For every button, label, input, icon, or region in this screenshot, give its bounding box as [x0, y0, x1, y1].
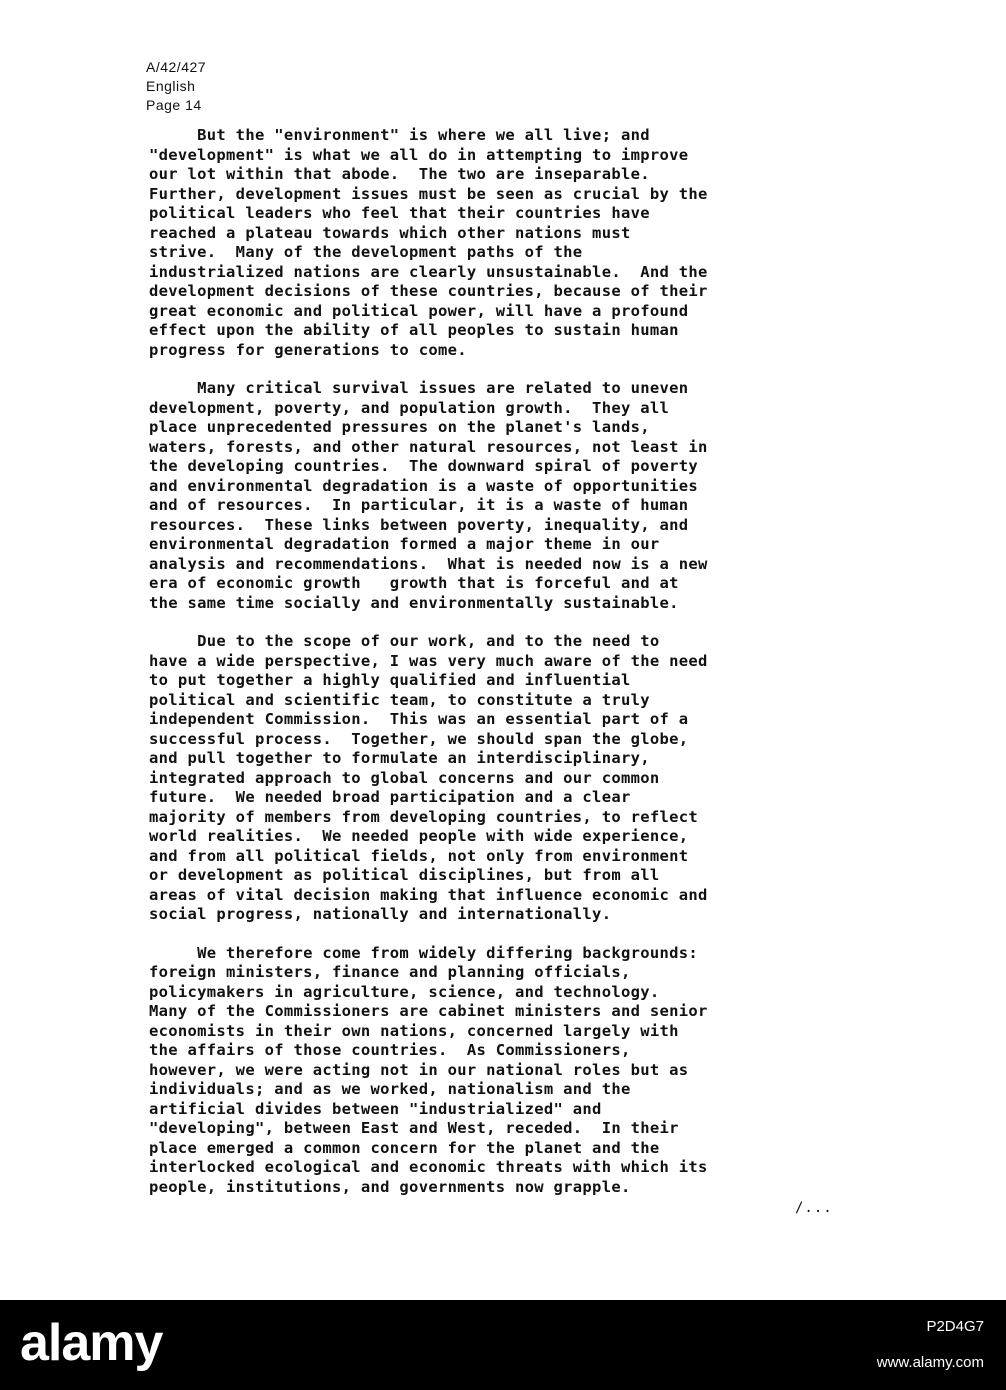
text-line: political leaders who feel that their countries have	[149, 204, 650, 222]
document-symbol: A/42/427	[146, 59, 207, 75]
text-line: Many critical survival issues are related to uneven	[149, 379, 689, 397]
text-line: integrated approach to global concerns and our common	[149, 768, 660, 787]
text-line: independent Commission. This was an essential part of a	[149, 710, 689, 728]
text-line: environmental degradation formed a major theme in our	[149, 535, 660, 553]
page-number: Page 14	[146, 97, 202, 113]
text-line: our lot within that abode. The two are inseparable.	[149, 165, 650, 183]
text-line: people, institutions, and governments now grapple.	[149, 1177, 631, 1196]
text-line: place emerged a common concern for the planet and the	[149, 1138, 660, 1157]
text-line: era of economic growth growth that is forceful and at	[149, 574, 679, 592]
text-line: foreign ministers, finance and planning officials,	[149, 963, 631, 981]
text-line: development decisions of these countries, because of their	[149, 282, 708, 300]
text-line: world realities. We needed people with wide experience,	[149, 827, 689, 845]
paragraph	[149, 944, 849, 1198]
text-line: and pull together to formulate an interdisciplinary,	[149, 749, 650, 767]
text-line: individuals; and as we worked, nationalism and the	[149, 1080, 631, 1098]
text-line: waters, forests, and other natural resources, not least in	[149, 437, 708, 456]
image-id: P2D4G7	[926, 1318, 984, 1335]
text-line: "developing", between East and West, receded. In their	[149, 1119, 679, 1137]
text-line: progress for generations to come.	[149, 340, 467, 359]
text-line: however, we were acting not in our national roles but as	[149, 1060, 689, 1079]
text-line: We therefore come from widely differing backgrounds:	[149, 943, 699, 962]
text-line: areas of vital decision making that influence economic and	[149, 885, 708, 904]
alamy-logo: alamy	[20, 1314, 163, 1372]
text-line: reached a plateau towards which other nations must	[149, 223, 631, 242]
paragraph	[149, 379, 849, 613]
text-line: development, poverty, and population growth. They all	[149, 398, 670, 417]
text-line: Many of the Commissioners are cabinet ministers and senior	[149, 1002, 708, 1020]
text-line: or development as political disciplines, but from all	[149, 866, 660, 884]
text-line: artificial divides between "industrialized" and	[149, 1099, 602, 1118]
document-body	[149, 126, 849, 1216]
text-line: successful process. Together, we should span the globe,	[149, 729, 689, 748]
text-line: "development" is what we all do in attempting to improve	[149, 145, 689, 164]
paragraph	[149, 632, 849, 925]
text-line: the same time socially and environmentally sustainable.	[149, 593, 679, 612]
text-line: and from all political fields, not only from environment	[149, 846, 689, 865]
text-line: place unprecedented pressures on the planet's lands,	[149, 418, 650, 436]
text-line: great economic and political power, will have a profound	[149, 301, 689, 320]
text-line: to put together a highly qualified and influential	[149, 671, 631, 689]
text-line: the developing countries. The downward spiral of poverty	[149, 457, 699, 475]
text-line: Due to the scope of our work, and to the need to	[149, 632, 660, 650]
continuation-mark: /...	[795, 1200, 833, 1216]
site-url: www.alamy.com	[876, 1354, 984, 1371]
text-line: effect upon the ability of all peoples to sustain human	[149, 321, 679, 339]
document-language: English	[146, 78, 196, 94]
text-line: analysis and recommendations. What is needed now is a new	[149, 554, 708, 573]
text-line: economists in their own nations, concerned largely with	[149, 1021, 679, 1040]
text-line: Further, development issues must be seen as crucial by the	[149, 184, 708, 203]
text-line: social progress, nationally and internationally.	[149, 905, 612, 923]
text-line: resources. These links between poverty, inequality, and	[149, 515, 689, 534]
text-line: the affairs of those countries. As Commissioners,	[149, 1041, 631, 1059]
text-line: majority of members from developing countries, to reflect	[149, 807, 699, 826]
text-line: have a wide perspective, I was very much aware of the need	[149, 651, 708, 670]
text-line: industrialized nations are clearly unsustainable. And the	[149, 262, 708, 281]
text-line: and of resources. In particular, it is a waste of human	[149, 496, 689, 514]
text-line: and environmental degradation is a waste of opportunities	[149, 476, 699, 495]
document-header	[146, 58, 206, 115]
text-line: political and scientific team, to constitute a truly	[149, 690, 650, 709]
text-line: interlocked ecological and economic threats with which its	[149, 1158, 708, 1176]
text-line: policymakers in agriculture, science, and technology.	[149, 982, 660, 1001]
text-line: strive. Many of the development paths of the	[149, 243, 583, 261]
paragraph	[149, 126, 849, 360]
text-line: But the "environment" is where we all live; and	[149, 126, 650, 144]
text-line: future. We needed broad participation and a clear	[149, 788, 631, 806]
